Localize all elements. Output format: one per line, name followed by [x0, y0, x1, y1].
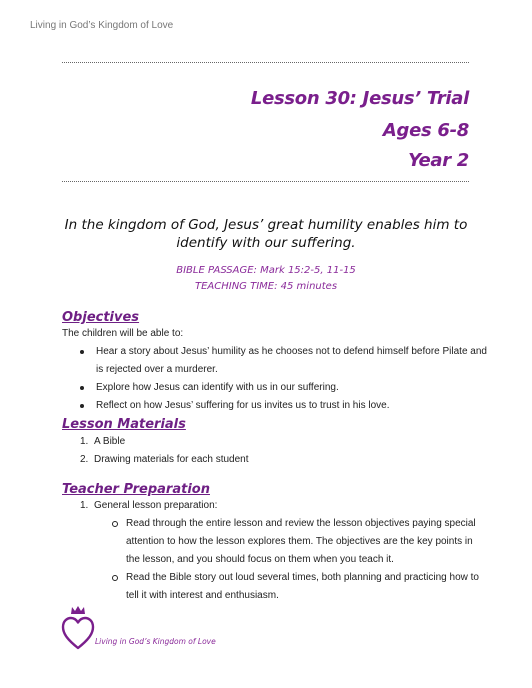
bible-passage: BIBLE PASSAGE: Mark 15:2-5, 11-15 [176, 265, 356, 276]
bottom-divider [62, 181, 469, 182]
objectives-intro: The children will be able to: [62, 328, 184, 339]
list-item: Hear a story about Jesus’ humility as he chooses not to defend himself before Pilate and [80, 343, 487, 361]
year-label: Year 2 [408, 150, 469, 171]
list-item-continuation: is rejected over a murderer. [96, 364, 218, 375]
materials-heading: Lesson Materials [62, 417, 186, 432]
theme-statement: In the kingdom of God, Jesus’ great humility enables him to identify with our suffering. [64, 217, 468, 251]
list-item: Explore how Jesus can identify with us in our suffering. [80, 379, 487, 397]
lesson-title: Lesson 30: Jesus’ Trial [250, 88, 469, 109]
footer-text: Living in God’s Kingdom of Love [95, 637, 216, 646]
preparation-sublist [112, 515, 479, 605]
list-item: Read the Bible story out loud several times, both planning and practicing how to [112, 569, 479, 587]
preparation-heading: Teacher Preparation [62, 482, 210, 497]
objectives-heading: Objectives [62, 310, 140, 325]
running-header: Living in God’s Kingdom of Love [30, 20, 174, 31]
list-item-continuation: the lesson, and you should focus on them when you teach it. [126, 554, 394, 565]
age-range: Ages 6-8 [382, 120, 469, 141]
objectives-list [80, 343, 487, 415]
list-item: Reflect on how Jesus’ suffering for us invites us to trust in his love. [80, 397, 487, 415]
preparation-item: 1. General lesson preparation: [80, 500, 218, 511]
teaching-time: TEACHING TIME: 45 minutes [194, 281, 338, 292]
crown-heart-icon [60, 604, 96, 650]
materials-list [80, 433, 249, 469]
list-item: Read through the entire lesson and review the lesson objectives paying special [112, 515, 479, 533]
list-item-continuation: tell it with interest and enthusiasm. [126, 590, 279, 601]
list-item-continuation: attention to how the lesson explores them. The objectives are the key points in [126, 536, 473, 547]
top-divider [62, 62, 469, 63]
list-item: 2. Drawing materials for each student [80, 454, 249, 465]
list-item: 1. A Bible [80, 436, 126, 447]
